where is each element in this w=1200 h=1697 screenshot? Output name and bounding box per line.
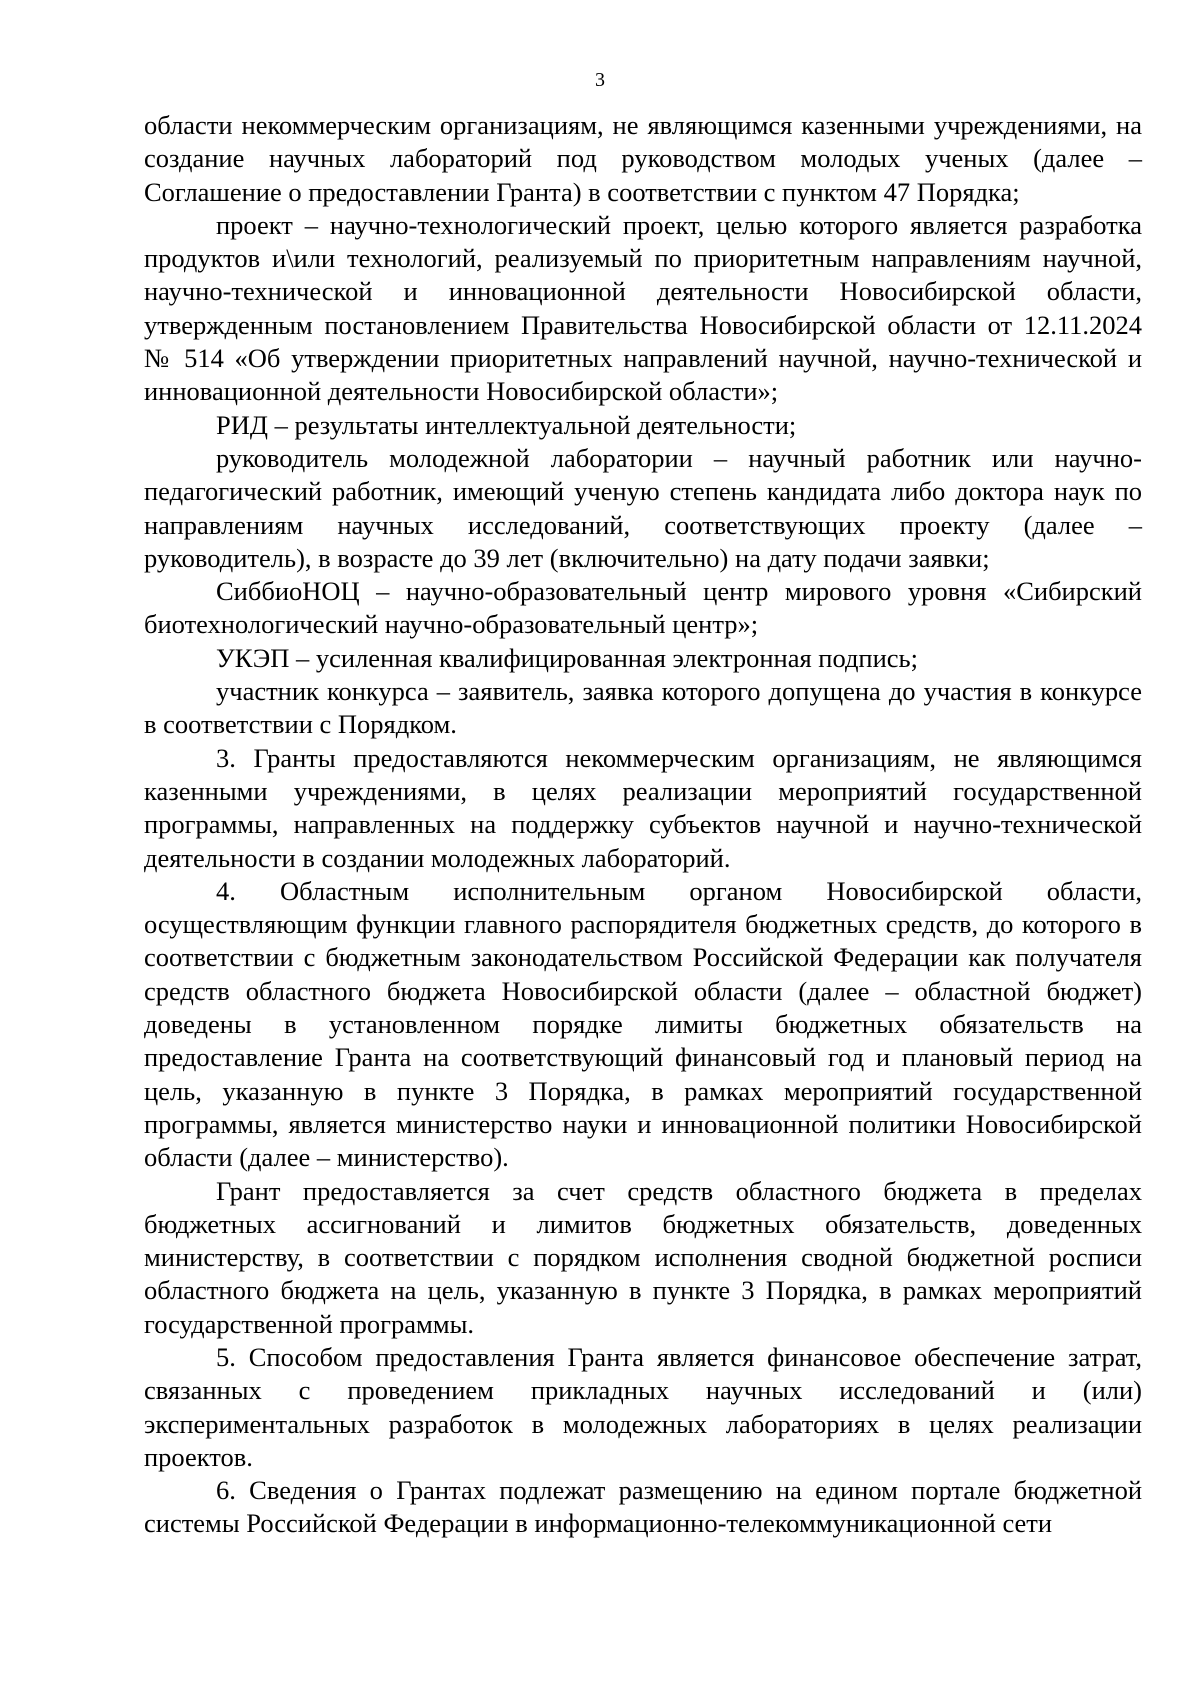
- paragraph-sibbionoc-definition: СиббиоНОЦ – научно-образовательный центр мирового уровня «Сибирский биотехнологический научно-образовательный центр»;: [144, 576, 1142, 640]
- paragraph-clause-3: 3. Гранты предоставляются некоммерческим организациям, не являющимся казенными учреждениями, в целях реализации мероприятий государственной программы, направленных на поддержку субъектов научной и научно-технической деятельности в создании молодежных лабораторий.: [144, 742, 1142, 873]
- paragraph-grant-funding: Грант предоставляется за счет средств областного бюджета в пределах бюджетных ассигнований и лимитов бюджетных обязательств, доведенных министерству, в соответствии с порядком исполнения сводной бюджетной росписи областного бюджета на цель, указанную в пункте 3 Порядка, в рамках мероприятий государственной программы.: [144, 1175, 1142, 1339]
- paragraph-clause-5: 5. Способом предоставления Гранта является финансовое обеспечение затрат, связанных с проведением прикладных научных исследований и (или) экспериментальных разработок в молодежных лабораториях в целях реализации проектов.: [144, 1341, 1142, 1472]
- paragraph-clause-6: 6. Сведения о Грантах подлежат размещению на едином портале бюджетной системы Российской Федерации в информационно-телекоммуникационной сети: [144, 1475, 1142, 1539]
- paragraph-clause-4: 4. Областным исполнительным органом Новосибирской области, осуществляющим функции главного распорядителя бюджетных средств, до которого в соответствии с бюджетным законодательством Российской Федерации как получателя средств областного бюджета Новосибирской области (далее – областной бюджет) доведены в установленном порядке лимиты бюджетных обязательств на предоставление Гранта на соответствующий финансовый год и плановый период на цель, указанную в пункте 3 Порядка, в рамках мероприятий государственной программы, является министерство науки и инновационной политики Новосибирской области (далее – министерство).: [144, 875, 1142, 1173]
- paragraph-agreement-definition-continued: области некоммерческим организациям, не являющимся казенными учреждениями, на создание научных лабораторий под руководством молодых ученых (далее – Соглашение о предоставлении Гранта) в соответствии с пунктом 47 Порядка;: [144, 110, 1142, 207]
- paragraph-lab-head-definition: руководитель молодежной лаборатории – научный работник или научно-педагогический работник, имеющий ученую степень кандидата либо доктора наук по направлениям научных исследований, соответствующих проекту (далее – руководитель), в возрасте до 39 лет (включительно) на дату подачи заявки;: [144, 442, 1142, 573]
- paragraph-project-definition: проект – научно-технологический проект, целью которого является разработка продуктов и\или технологий, реализуемый по приоритетным направлениям научной, научно-технической и инновационной деятельности Новосибирской области, утвержденным постановлением Правительства Новосибирской области от 12.11.2024 № 514 «Об утверждении приоритетных направлений научной, научно-технической и инновационной деятельности Новосибирской области»;: [144, 209, 1142, 407]
- paragraph-ukep-definition: УКЭП – усиленная квалифицированная электронная подпись;: [216, 642, 919, 673]
- paragraph-rid-definition: РИД – результаты интеллектуальной деятельности;: [216, 409, 797, 440]
- paragraph-participant-definition: участник конкурса – заявитель, заявка которого допущена до участия в конкурсе в соответствии с Порядком.: [144, 676, 1142, 740]
- page-number: 3: [595, 69, 605, 91]
- document-body: [144, 109, 1142, 1541]
